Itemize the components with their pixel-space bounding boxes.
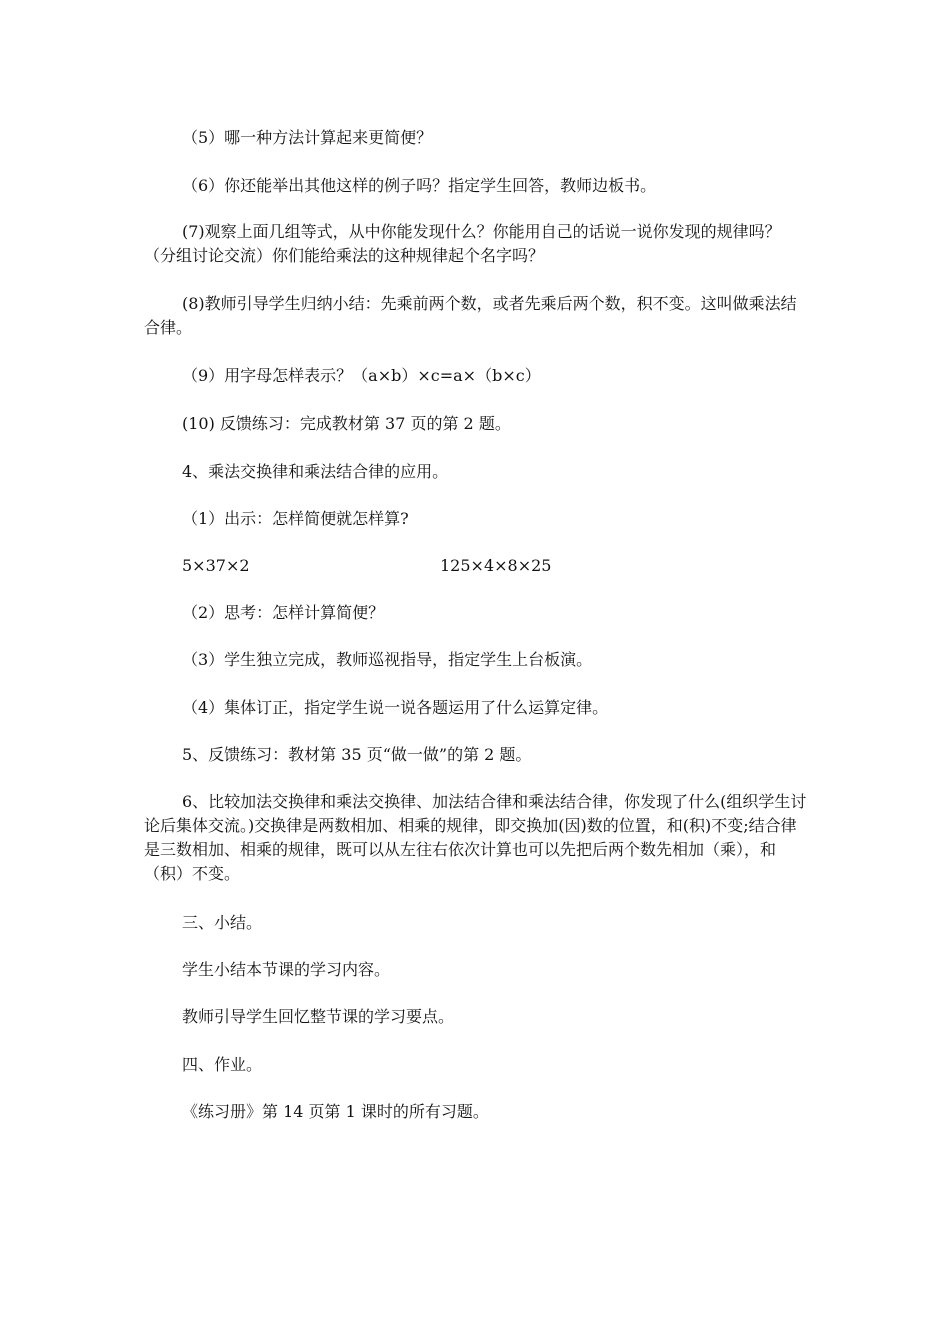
paragraph-practice-10: (10) 反馈练习：完成教材第 37 页的第 2 题。 — [182, 414, 511, 433]
heading-homework: 四、作业。 — [182, 1055, 263, 1074]
paragraph-complete-3: （3）学生独立完成，教师巡视指导，指定学生上台板演。 — [182, 650, 593, 669]
paragraph-homework: 《练习册》第 14 页第 1 课时的所有习题。 — [182, 1102, 489, 1121]
paragraph-question-6: （6）你还能举出其他这样的例子吗？指定学生回答，教师边板书。 — [182, 176, 657, 195]
heading-summary: 三、小结。 — [182, 913, 263, 932]
paragraph-think-2: （2）思考：怎样计算简便？ — [182, 603, 385, 622]
paragraph-summary-8: (8)教师引导学生归纳小结：先乘前两个数，或者先乘后两个数，积不变。这叫做乘法结合律。 — [144, 294, 797, 337]
paragraph-formula-9: （9）用字母怎样表示？（a×b）×c=a×（b×c） — [182, 366, 541, 385]
paragraph-section-4: 4、乘法交换律和乘法结合律的应用。 — [182, 462, 449, 481]
paragraph-student-summary: 学生小结本节课的学习内容。 — [182, 960, 391, 979]
expression-2: 125×4×8×25 — [440, 556, 552, 575]
paragraph-section-5: 5、反馈练习：教材第 35 页“做一做”的第 2 题。 — [182, 745, 532, 764]
paragraph-teacher-review: 教师引导学生回忆整节课的学习要点。 — [182, 1007, 455, 1026]
paragraph-section-6: 6、比较加法交换律和乘法交换律、加法结合律和乘法结合律，你发现了什么(组织学生讨论后集体交流。)交换律是两数相加、相乘的规律，即交换加(因)数的位置，和(积)不变;结合律是三数相加、相乘的规律，既可以从左往右依次计算也可以先把后两个数先相加（乘），和（积）不变。 — [144, 792, 807, 883]
paragraph-correct-4: （4）集体订正，指定学生说一说各题运用了什么运算定律。 — [182, 698, 609, 717]
paragraph-question-5: （5）哪一种方法计算起来更简便？ — [182, 128, 433, 147]
expression-1: 5×37×2 — [182, 556, 250, 575]
paragraph-show-1: （1）出示：怎样简便就怎样算? — [182, 509, 409, 528]
paragraph-question-7: (7)观察上面几组等式，从中你能发现什么？你能用自己的话说一说你发现的规律吗？（分组讨论交流）你们能给乘法的这种规律起个名字吗？ — [144, 222, 781, 265]
